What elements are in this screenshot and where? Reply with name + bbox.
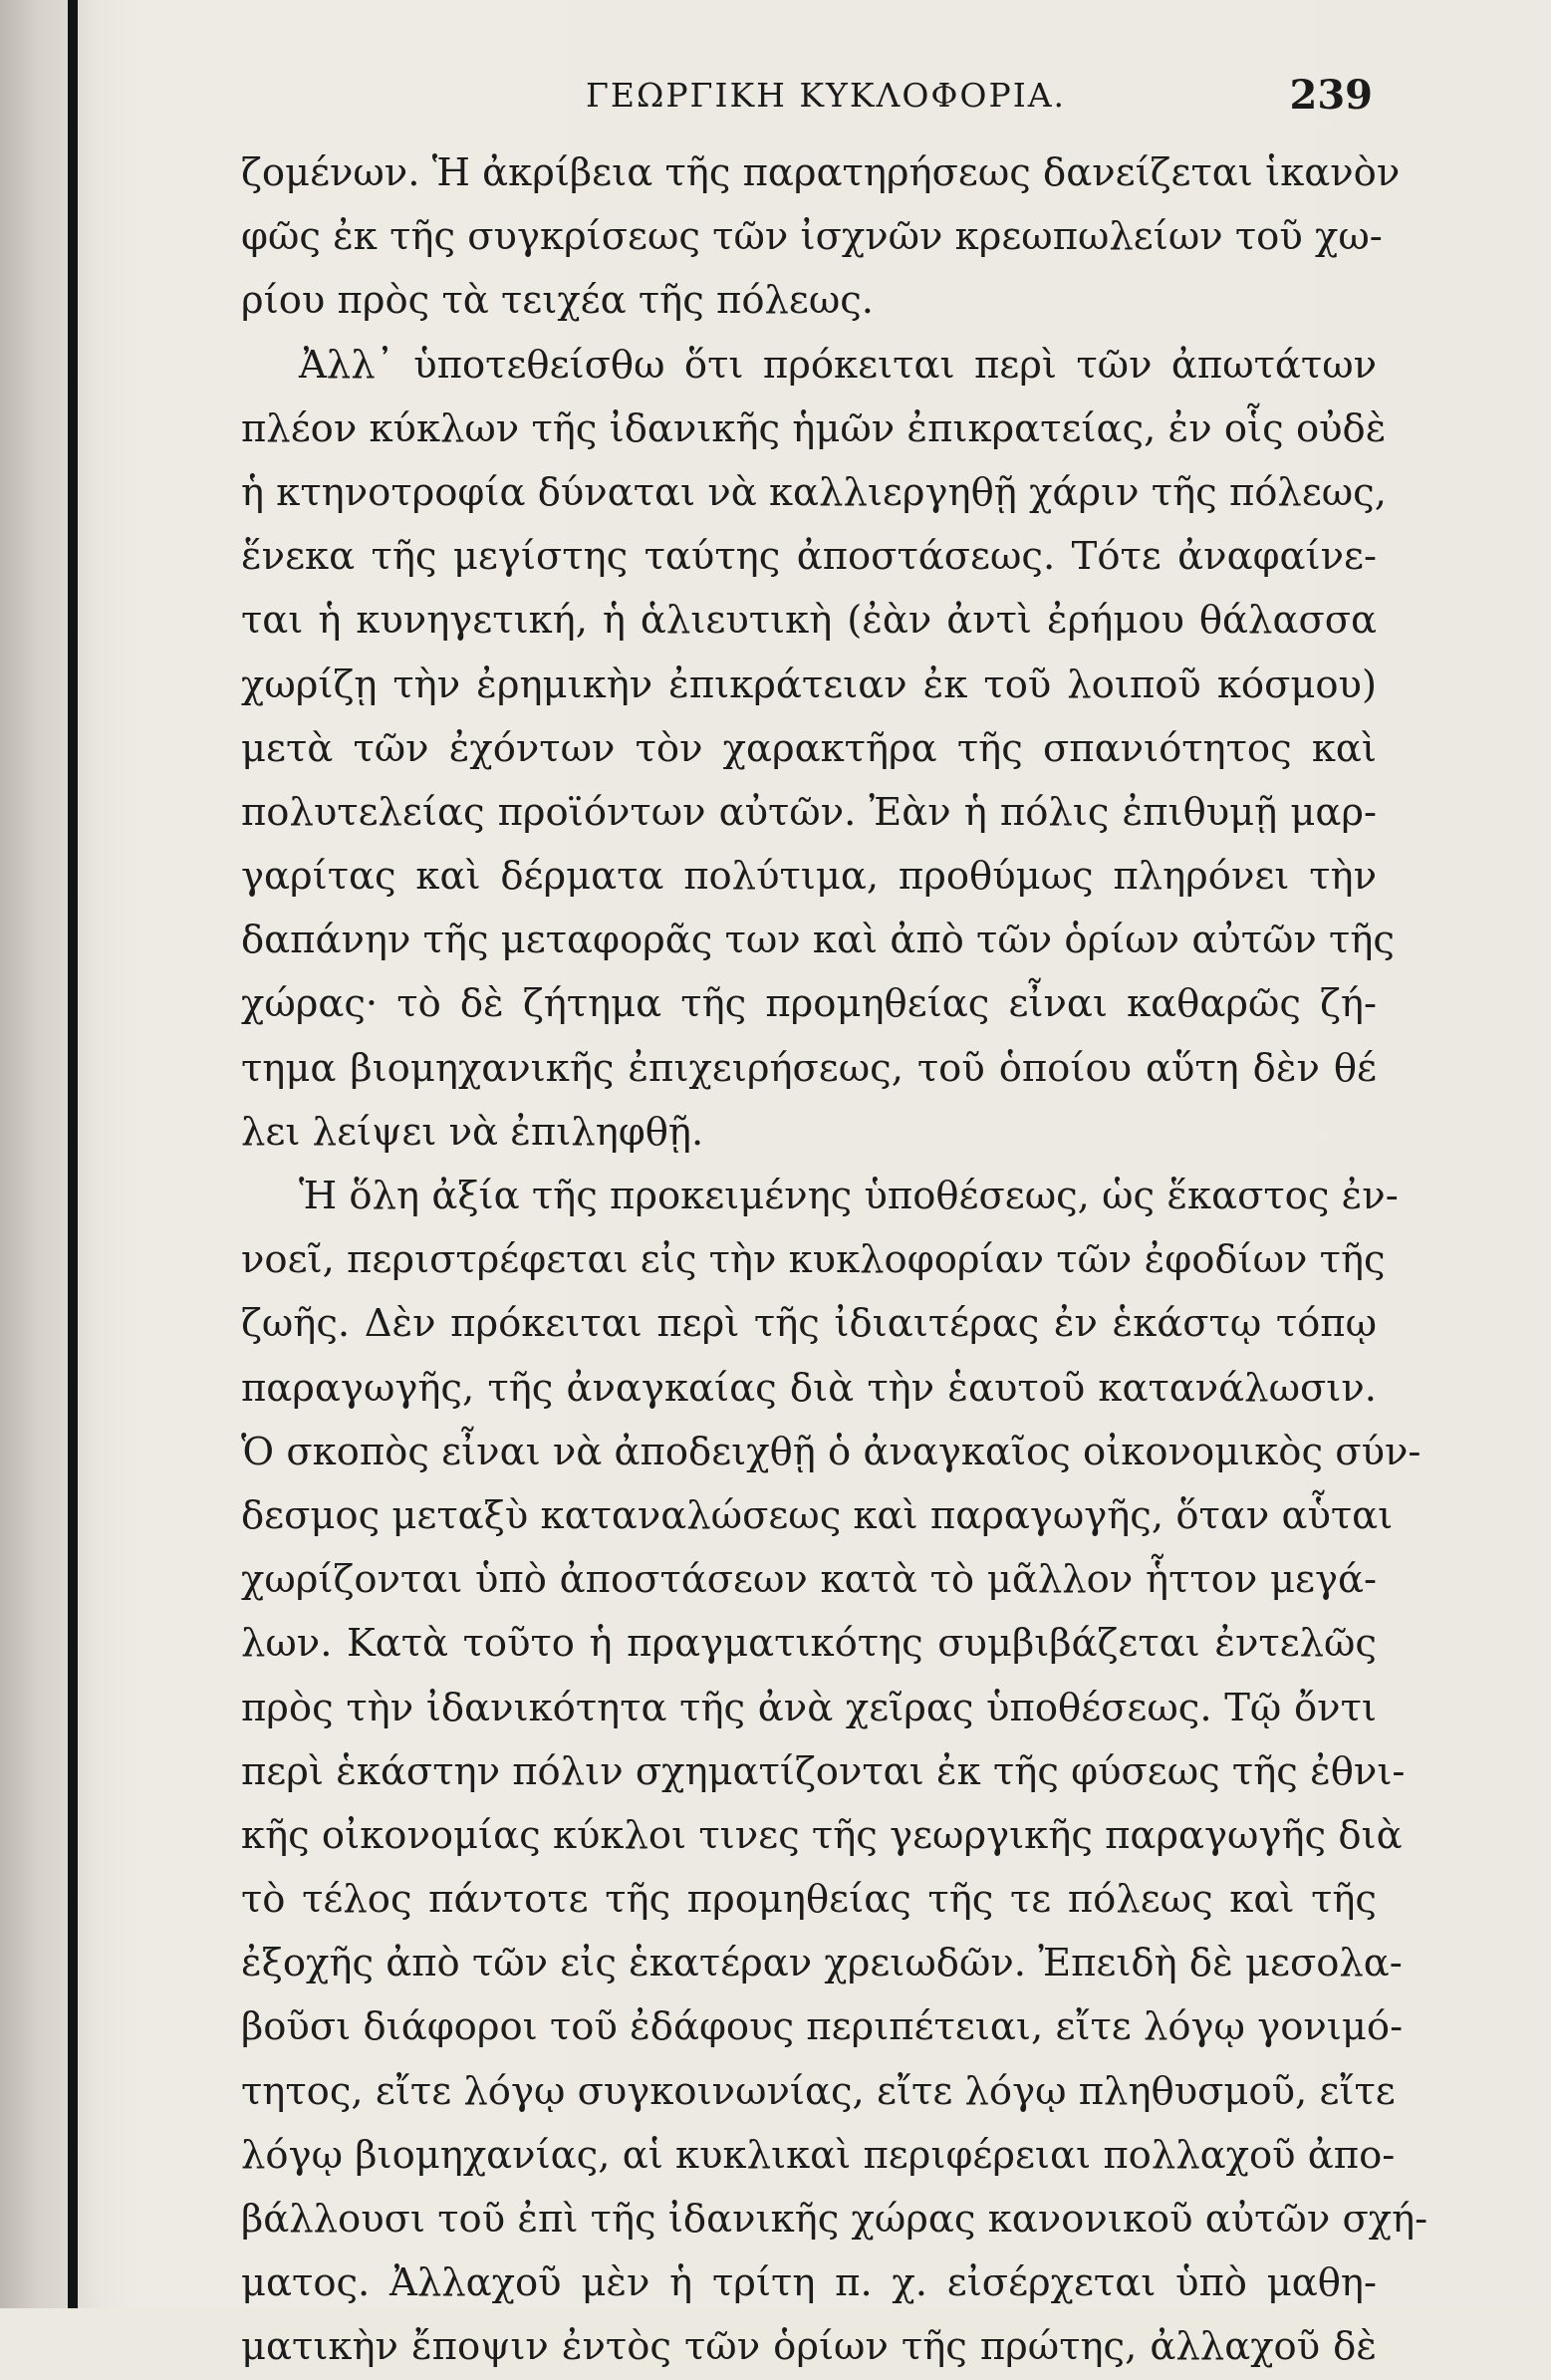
text-line: τημα βιομηχανικῆς ἐπιχειρήσεως, τοῦ ὁποίου αὕτη δὲν θέ bbox=[241, 1045, 1377, 1091]
text-line: βοῦσι διάφοροι τοῦ ἐδάφους περιπέτειαι, εἴτε λόγῳ γονιμό- bbox=[241, 2004, 1404, 2050]
text-line: νοεῖ, περιστρέφεται εἰς τὴν κυκλοφορίαν τῶν ἐφοδίων τῆς bbox=[241, 1237, 1386, 1283]
text-line: πολυτελείας προϊόντων αὐτῶν. Ἐὰν ἡ πόλις ἐπιθυμῇ μαρ- bbox=[241, 789, 1377, 835]
text-line: ται ἡ κυνηγετική, ἡ ἁλιευτικὴ (ἐὰν ἀντὶ ἐρήμου θάλασσα bbox=[241, 598, 1377, 644]
text-line: χωρίζῃ τὴν ἐρημικὴν ἐπικράτειαν ἐκ τοῦ λοιποῦ κόσμου) bbox=[241, 661, 1377, 707]
text-line: πλέον κύκλων τῆς ἰδανικῆς ἡμῶν ἐπικρατείας, ἐν οἷς οὐδὲ bbox=[241, 405, 1387, 451]
text-line: δεσμος μεταξὺ καταναλώσεως καὶ παραγωγῆς, ὅταν αὗται bbox=[241, 1492, 1394, 1538]
text-line: Ἡ ὅλη ἀξία τῆς προκειμένης ὑποθέσεως, ὡς ἕκαστος ἐν- bbox=[299, 1174, 1399, 1218]
text-line: γαρίτας καὶ δέρματα πολύτιμα, προθύμως πληρόνει τὴν bbox=[241, 854, 1377, 900]
text-line: τητος, εἴτε λόγῳ συγκοινωνίας, εἴτε λόγῳ πληθυσμοῦ, εἴτε bbox=[241, 2068, 1396, 2114]
text-line: ἕνεκα τῆς μεγίστης ταύτης ἀποστάσεως. Τότε ἀναφαίνε- bbox=[241, 534, 1377, 580]
text-line: ζωῆς. Δὲν πρόκειται περὶ τῆς ἰδιαιτέρας ἐν ἑκάστῳ τόπῳ bbox=[241, 1301, 1377, 1347]
text-line: χώρας· τὸ δὲ ζήτημα τῆς προμηθείας εἶναι καθαρῶς ζή- bbox=[241, 981, 1377, 1027]
text-line: λόγῳ βιομηχανίας, αἱ κυκλικαὶ περιφέρειαι πολλαχοῦ ἀπο- bbox=[241, 2132, 1396, 2178]
text-line: παραγωγῆς, τῆς ἀναγκαίας διὰ τὴν ἑαυτοῦ κατανάλωσιν. bbox=[241, 1365, 1377, 1411]
running-title: ΓΕΩΡΓΙΚΗ ΚΥΚΛΟΦΟΡΙΑ. bbox=[586, 76, 1067, 115]
text-line: χωρίζονται ὑπὸ ἀποστάσεων κατὰ τὸ μᾶλλον ἧττον μεγά- bbox=[241, 1557, 1377, 1603]
text-line: ζομένων. Ἡ ἀκρίβεια τῆς παρατηρήσεως δανείζεται ἱκανὸν bbox=[241, 150, 1401, 195]
text-line: ἡ κτηνοτροφία δύναται νὰ καλλιεργηθῇ χάριν τῆς πόλεως, bbox=[241, 469, 1387, 515]
text-line: βάλλουσι τοῦ ἐπὶ τῆς ἰδανικῆς χώρας κανονικοῦ αὐτῶν σχή- bbox=[241, 2197, 1428, 2242]
text-line: Ὁ σκοπὸς εἶναι νὰ ἀποδειχθῇ ὁ ἀναγκαῖος οἰκονομικὸς σύν- bbox=[241, 1429, 1422, 1474]
text-line: κῆς οἰκονομίας κύκλοι τινες τῆς γεωργικῆς παραγωγῆς διὰ bbox=[241, 1812, 1403, 1858]
text-line: φῶς ἐκ τῆς συγκρίσεως τῶν ἰσχνῶν κρεωπωλείων τοῦ χω- bbox=[241, 214, 1383, 260]
body-text bbox=[241, 141, 1428, 2380]
text-line: δαπάνην τῆς μεταφορᾶς των καὶ ἀπὸ τῶν ὁρίων αὐτῶν τῆς bbox=[241, 918, 1395, 963]
text-line: ματος. Ἀλλαχοῦ μὲν ἡ τρίτη π. χ. εἰσέρχεται ὑπὸ μαθη- bbox=[241, 2260, 1377, 2306]
text-line: λει λείψει νὰ ἐπιληφθῇ. bbox=[241, 1109, 704, 1155]
text-line: ρίου πρὸς τὰ τειχέα τῆς πόλεως. bbox=[241, 278, 875, 324]
text-line: μετὰ τῶν ἐχόντων τὸν χαρακτῆρα τῆς σπανιότητος καὶ bbox=[241, 725, 1377, 771]
text-line: πρὸς τὴν ἰδανικότητα τῆς ἀνὰ χεῖρας ὑποθέσεως. Τῷ ὄντι bbox=[241, 1685, 1377, 1730]
text-line: Ἀλλ᾽ ὑποτεθείσθω ὅτι πρόκειται περὶ τῶν ἀπωτάτων bbox=[299, 342, 1377, 388]
text-line: περὶ ἑκάστην πόλιν σχηματίζονται ἐκ τῆς φύσεως τῆς ἐθνι- bbox=[241, 1748, 1406, 1794]
text-line: τὸ τέλος πάντοτε τῆς προμηθείας τῆς τε πόλεως καὶ τῆς bbox=[241, 1877, 1377, 1923]
spine-shadow bbox=[0, 0, 100, 2308]
text-line: ἐξοχῆς ἀπὸ τῶν εἰς ἑκατέραν χρειωδῶν. Ἐπειδὴ δὲ μεσολα- bbox=[241, 1941, 1403, 1986]
text-line: ματικὴν ἔποψιν ἐντὸς τῶν ὁρίων τῆς πρώτης, ἀλλαχοῦ δὲ bbox=[241, 2324, 1377, 2370]
page-number: 239 bbox=[1289, 72, 1373, 119]
page-edge-line bbox=[68, 0, 78, 2308]
page-header bbox=[247, 72, 1373, 128]
text-line: λων. Κατὰ τοῦτο ἡ πραγματικότης συμβιβάζεται ἐντελῶς bbox=[241, 1621, 1377, 1667]
